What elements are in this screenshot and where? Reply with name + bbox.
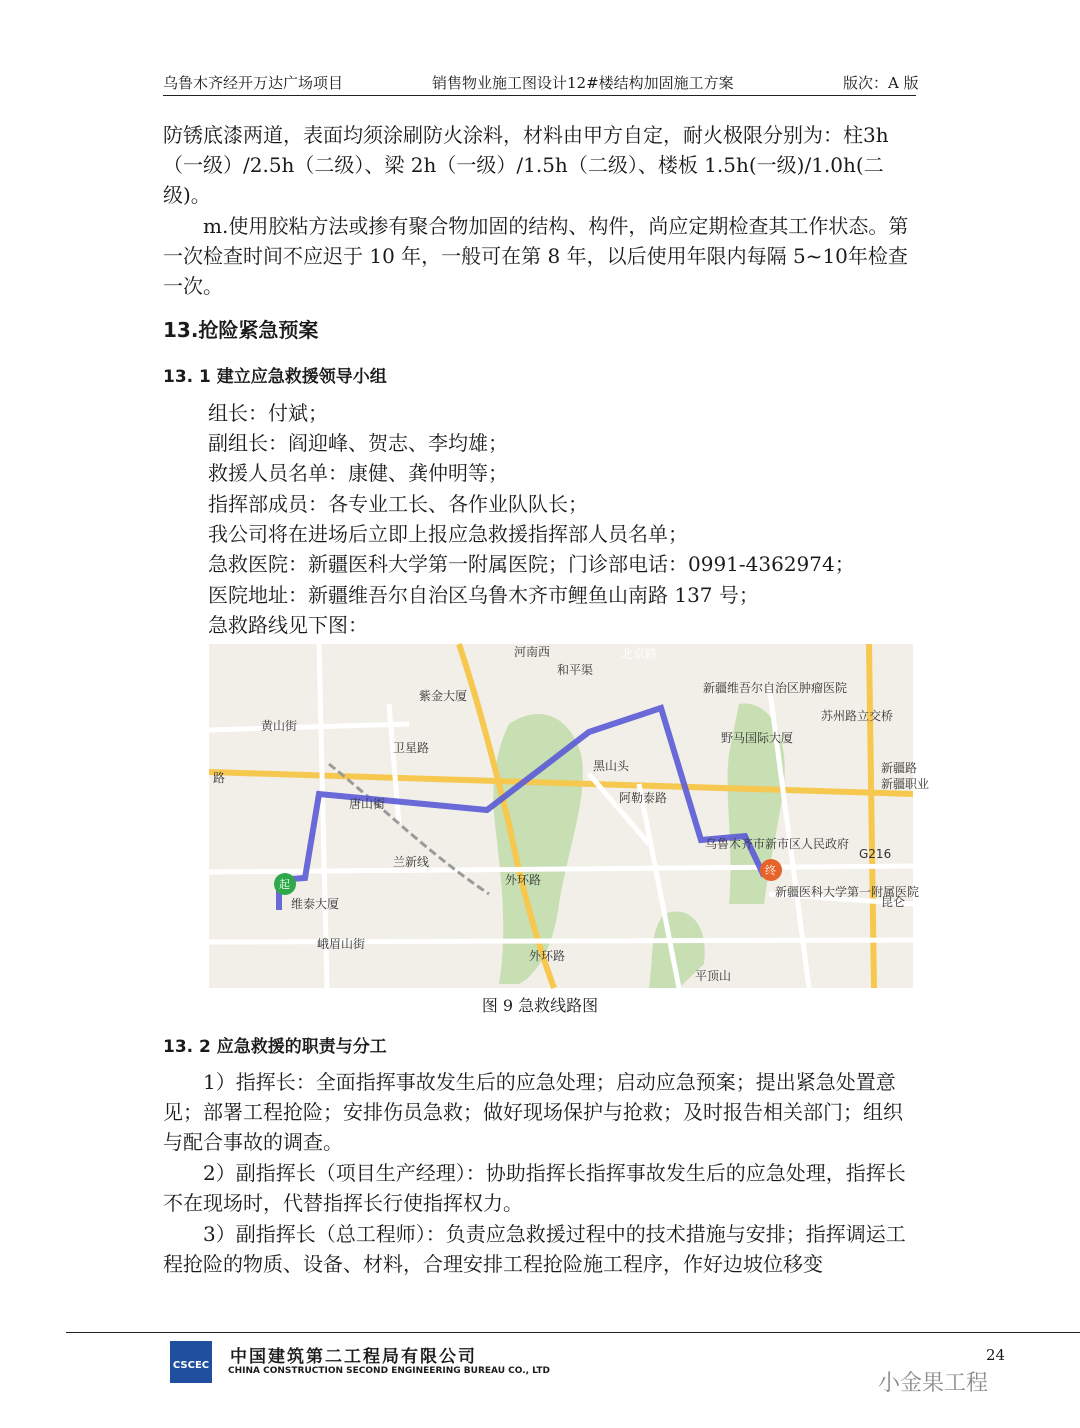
map-label-waihuan-2: 外环路 xyxy=(529,949,566,963)
map-label-tangshan: 唐山街 xyxy=(349,797,386,811)
map-label-xinjiang-road: 新疆路 xyxy=(881,761,918,775)
map-label-g216: G216 xyxy=(859,847,892,861)
map-label-waihuan: 外环路 xyxy=(505,873,542,887)
paragraph-inspection: m.使用胶粘方法或掺有聚合物加固的结构、构件，尚应定期检查其工作状态。第一次检查时间不应迟于 10 年，一般可在第 8 年，以后使用年限内每隔 5~10年检查一次。 xyxy=(163,214,909,298)
map-label-tumor-hospital: 新疆维吾尔自治区肿瘤医院 xyxy=(703,681,848,695)
header-document-title: 销售物业施工图设计12#楼结构加固施工方案 xyxy=(432,74,734,92)
footer-rule xyxy=(66,1332,1080,1333)
page-header xyxy=(0,72,1080,94)
header-version: 版次：A 版 xyxy=(843,74,919,92)
cscec-logo-icon xyxy=(170,1341,212,1383)
page-number: 24 xyxy=(986,1346,1006,1364)
header-project: 乌鲁木齐经开万达广场项目 xyxy=(163,74,344,92)
rescue-staff: 救援人员名单：康健、龚仲明等； xyxy=(208,461,508,485)
section-13-heading: 13.抢险紧急预案 xyxy=(163,318,319,342)
svg-text:CSCEC: CSCEC xyxy=(172,1360,210,1371)
watermark: 小金果工程 xyxy=(878,1371,989,1396)
map-label-zijin: 紫金大厦 xyxy=(419,689,468,703)
company-name-cn: 中国建筑第二工程局有限公司 xyxy=(230,1347,477,1367)
figure-caption: 图 9 急救线路图 xyxy=(481,996,599,1015)
emergency-route-map xyxy=(209,644,930,988)
map-label-huangshan: 黄山街 xyxy=(261,719,298,733)
map-label-weixing: 卫星路 xyxy=(393,741,430,755)
start-label: 起 xyxy=(279,878,290,891)
report-note: 我公司将在进场后立即上报应急救援指挥部人员名单； xyxy=(208,522,688,546)
map-label-heping: 和平渠 xyxy=(557,663,594,677)
duty-commander: 1）指挥长：全面指挥事故发生后的应急处理；启动应急预案；提出紧急处置意见；部署工程抢险；安排伤员急救；做好现场保护与抢救；及时报告相关部门；组织与配合事故的调查。 xyxy=(163,1070,903,1154)
map-label-heishantou: 黑山头 xyxy=(593,759,630,773)
section-13-1-heading: 13. 1 建立应急救援领导小组 xyxy=(163,367,387,387)
map-label-yema: 野马国际大厦 xyxy=(721,731,794,745)
map-label-lanxin: 兰新线 xyxy=(393,855,430,869)
paragraph-fireproof: 防锈底漆两道，表面均须涂刷防火涂料，材料由甲方自定，耐火极限分别为：柱3h（一级）/2.5h（二级）、梁 2h（一级）/1.5h（二级）、楼板 1.5h(一级)/1.0h(二级)。 xyxy=(163,123,889,207)
duty-deputy-engineer: 3）副指挥长（总工程师）：负责应急救援过程中的技术措施与安排；指挥调运工程抢险的物质、设备、材料，合理安排工程抢险施工程序，作好边坡位移变 xyxy=(163,1222,906,1276)
hospital-info: 急救医院：新疆医科大学第一附属医院；门诊部电话：0991-4362974； xyxy=(208,552,855,576)
hospital-address: 医院地址：新疆维吾尔自治区乌鲁木齐市鲤鱼山南路 137 号； xyxy=(208,583,759,607)
route-note: 急救路线见下图： xyxy=(208,613,368,637)
section-13-2-heading: 13. 2 应急救援的职责与分工 xyxy=(163,1037,387,1057)
map-label-emeishan: 峨眉山街 xyxy=(317,937,366,951)
rail-line xyxy=(329,764,489,894)
map-label-government: 乌鲁木齐市新市区人民政府 xyxy=(705,837,850,851)
header-rule xyxy=(163,95,916,96)
map-label-aletai: 阿勒泰路 xyxy=(619,791,668,805)
team-deputy: 副组长：阎迎峰、贺志、李均雄； xyxy=(208,431,508,455)
duty-deputy-production: 2）副指挥长（项目生产经理）：协助指挥长指挥事故发生后的应急处理，指挥长不在现场时，代替指挥长行使指挥权力。 xyxy=(163,1161,906,1215)
map-label-henan: 河南西 xyxy=(514,645,551,659)
map-label-beijing: 北京路 xyxy=(621,647,658,661)
map-label-pingdingshan: 平顶山 xyxy=(695,969,732,983)
team-leader: 组长：付斌； xyxy=(208,401,328,425)
map-label-road: 路 xyxy=(213,771,226,785)
end-label: 终 xyxy=(765,864,776,877)
map-label-suzhou: 苏州路立交桥 xyxy=(821,709,894,723)
map-svg xyxy=(209,644,930,988)
map-label-kunlun: 昆仑 xyxy=(881,895,906,909)
map-label-weitai: 维泰大厦 xyxy=(291,897,340,911)
company-logo xyxy=(170,1341,212,1383)
company-name-en: CHINA CONSTRUCTION SECOND ENGINEERING BUREAU CO., LTD xyxy=(228,1366,551,1376)
command-members: 指挥部成员：各专业工长、各作业队队长； xyxy=(208,492,588,516)
map-label-destination-hospital: 新疆医科大学第一附属医院 xyxy=(775,885,920,899)
map-label-vocational: 新疆职业 xyxy=(881,777,930,791)
